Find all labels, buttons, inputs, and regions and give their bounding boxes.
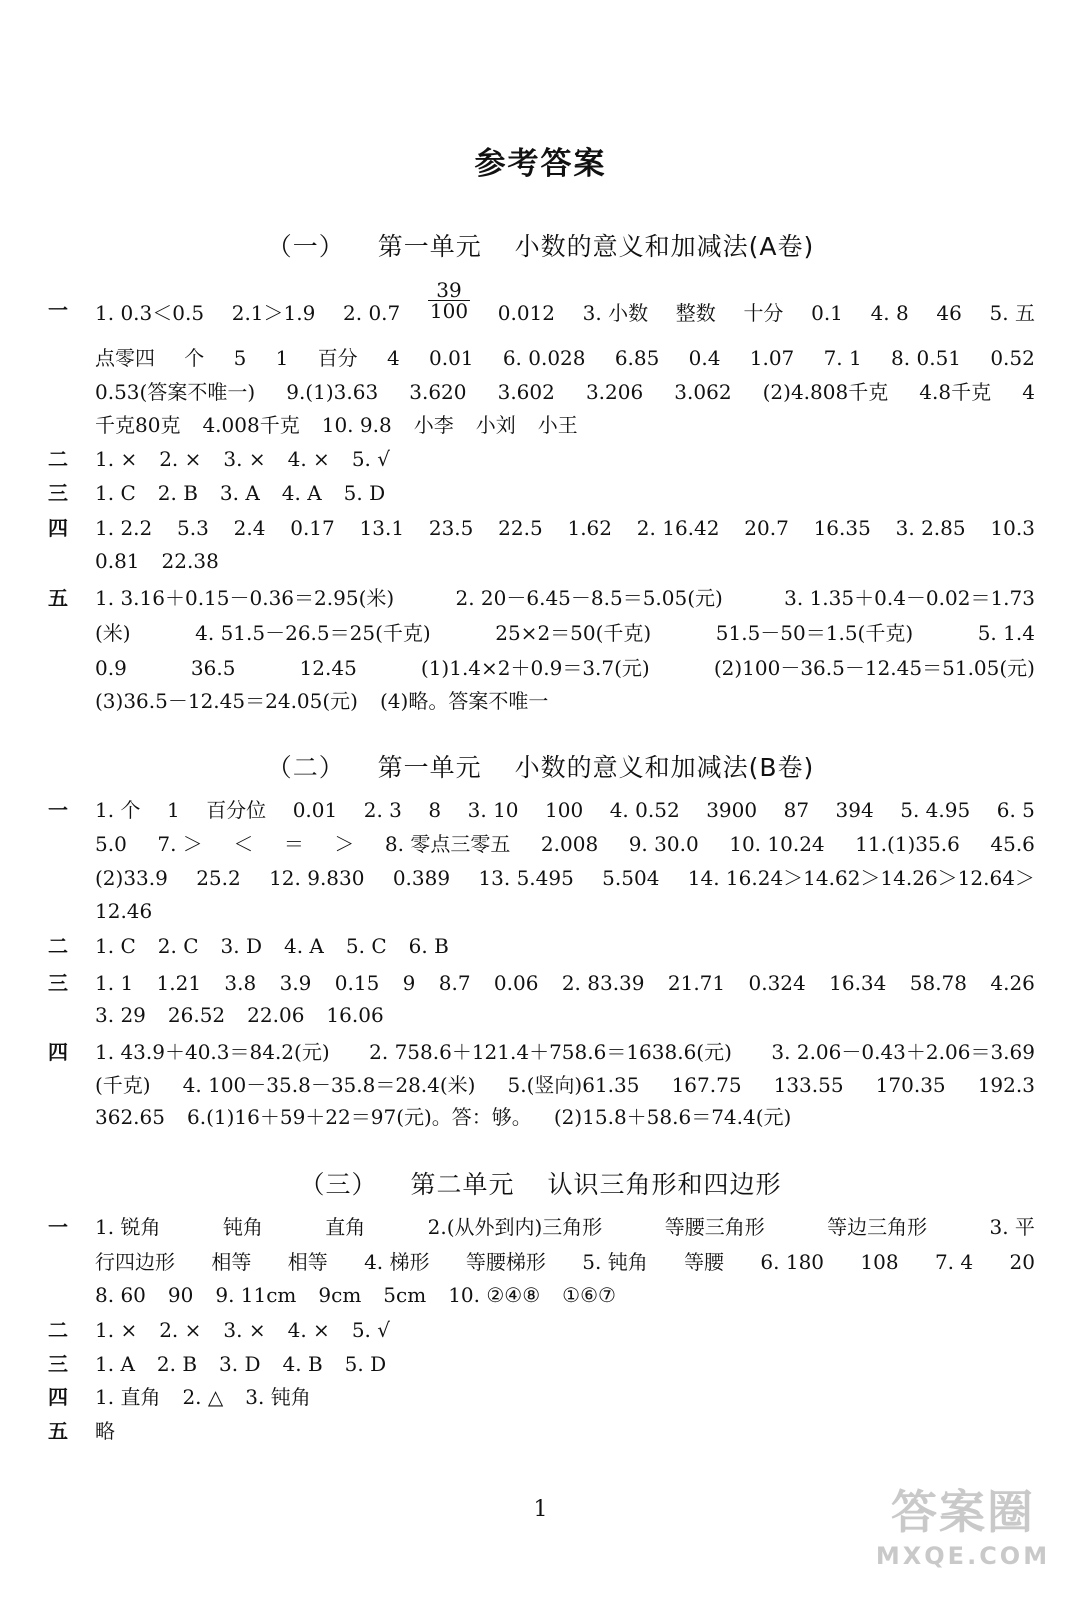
answer-line: (米) 4. 51.5－26.5＝25(千克) 25×2＝50(千克) 51.5－50＝1.5(千克) 5. 1.4 [95,621,1035,645]
part-label: 一 [48,298,68,322]
part-label: 二 [48,447,68,471]
part-label: 四 [48,1385,68,1409]
page-number: 1 [533,1497,548,1522]
answer-line: 1. 0.3＜0.5 2.1＞1.9 2. 0.7 $\frac{39}{100}$ 0.012 3. 小数 整数 十分 0.1 4. 8 46 5. 五 [95,298,1035,328]
answer-line: (千克) 4. 100－35.8－35.8＝28.4(米) 5.(竖向)61.35 167.75 133.55 170.35 192.3 [95,1073,1035,1097]
page-title: 参考答案 [474,146,607,182]
answer-line: 12.46 [95,899,153,923]
part-label: 四 [48,516,68,540]
answer-line: 1. 锐角 钝角 直角 2.(从外到内)三角形 等腰三角形 等边三角形 3. 平 [95,1215,1035,1239]
section-2-title [0,748,1081,784]
answer-line: 0.9 36.5 12.45 (1)1.4×2＋0.9＝3.7(元) (2)100－36.5－12.45＝51.05(元) [95,656,1035,680]
section-unit: 第二单元 [410,1170,515,1199]
answer-line: 1. 1 1.21 3.8 3.9 0.15 9 8.7 0.06 2. 83.39 21.71 0.324 16.34 58.78 4.26 [95,971,1035,995]
answer-line: 1. C 2. B 3. A 4. A 5. D [95,481,386,505]
answer-line: 点零四 个 5 1 百分 4 0.01 6. 0.028 6.85 0.4 1.07 7. 1 8. 0.51 0.52 [95,346,1035,370]
section-number: （二） [266,753,345,782]
answer-line: 1. 3.16＋0.15－0.36＝2.95(米) 2. 20－6.45－8.5＝5.05(元) 3. 1.35＋0.4－0.02＝1.73 [95,586,1035,610]
section-3-title [0,1165,1081,1201]
section-number: （三） [299,1170,378,1199]
answer-line: 1. 2.2 5.3 2.4 0.17 13.1 23.5 22.5 1.62 2. 16.42 20.7 16.35 3. 2.85 10.3 [95,516,1035,540]
part-label: 五 [48,586,68,610]
answer-line: 1. 个 1 百分位 0.01 2. 3 8 3. 10 100 4. 0.52 3900 87 394 5. 4.95 6. 5 [95,798,1035,822]
part-label: 一 [48,1215,68,1239]
part-label: 五 [48,1419,68,1443]
answer-line: 略 [95,1419,115,1443]
answer-line: 1. C 2. C 3. D 4. A 5. C 6. B [95,934,449,958]
part-label: 二 [48,934,68,958]
section-1-title [0,227,1081,263]
answer-line: 1. 直角 2. △ 3. 钝角 [95,1385,311,1409]
part-label: 二 [48,1318,68,1342]
part-label: 三 [48,481,68,505]
section-unit: 第一单元 [377,232,482,261]
answer-line: 1. × 2. × 3. × 4. × 5. √ [95,1318,390,1342]
section-name: 认识三角形和四边形 [547,1170,782,1199]
answer-line: (2)33.9 25.2 12. 9.830 0.389 13. 5.495 5.504 14. 16.24＞14.62＞14.26＞12.64＞ [95,866,1035,890]
part-label: 三 [48,971,68,995]
answer-line: 1. × 2. × 3. × 4. × 5. √ [95,447,390,471]
fraction: $\frac{39}{100}$ [429,278,469,323]
answer-line: 362.65 6.(1)16＋59＋22＝97(元)。答：够。 (2)15.8＋58.6＝74.4(元) [95,1105,792,1129]
section-unit: 第一单元 [377,753,482,782]
answer-line: 5.0 7. ＞ ＜ ＝ ＞ 8. 零点三零五 2.008 9. 30.0 10. 10.24 11.(1)35.6 45.6 [95,832,1035,856]
answer-line: (3)36.5－12.45＝24.05(元) (4)略。答案不唯一 [95,689,549,713]
part-label: 三 [48,1352,68,1376]
section-name: 小数的意义和加减法(B卷) [514,753,815,782]
watermark-logo: 答案圈 MXQE.COM [875,1485,1051,1570]
answer-line: 8. 60 90 9. 11cm 9cm 5cm 10. ②④⑧ ①⑥⑦ [95,1283,616,1307]
answer-line: 千克80克 4.008千克 10. 9.8 小李 小刘 小王 [95,413,578,437]
part-label: 一 [48,798,68,822]
answer-line: 1. A 2. B 3. D 4. B 5. D [95,1352,387,1376]
answer-line: 0.81 22.38 [95,549,219,573]
answer-line: 1. 43.9＋40.3＝84.2(元) 2. 758.6＋121.4＋758.6＝1638.6(元) 3. 2.06－0.43＋2.06＝3.69 [95,1040,1035,1064]
section-name: 小数的意义和加减法(A卷) [514,232,815,261]
section-number: （一） [266,232,345,261]
answer-line: 行四边形 相等 相等 4. 梯形 等腰梯形 5. 钝角 等腰 6. 180 108 7. 4 20 [95,1250,1035,1274]
answer-line: 0.53(答案不唯一) 9.(1)3.63 3.620 3.602 3.206 3.062 (2)4.808千克 4.8千克 4 [95,380,1035,404]
answer-line: 3. 29 26.52 22.06 16.06 [95,1003,384,1027]
part-label: 四 [48,1040,68,1064]
